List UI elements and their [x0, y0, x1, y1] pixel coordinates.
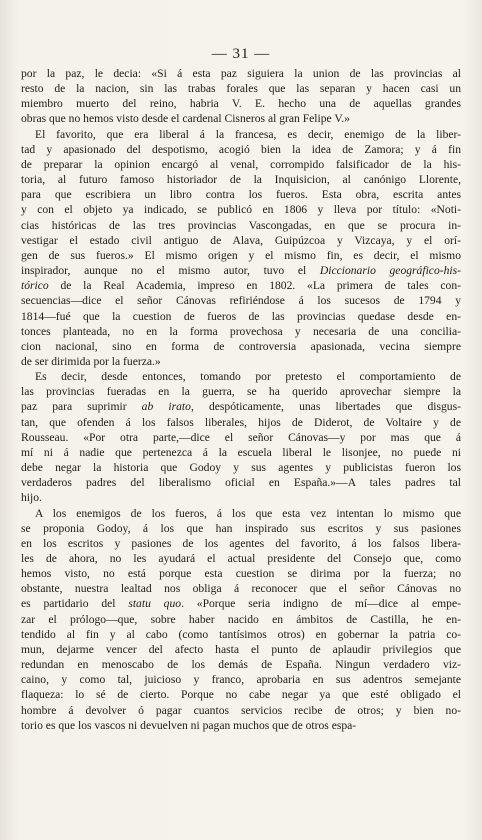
paragraph — [21, 127, 461, 370]
text-line: hombre á devolver ó pagar cuantos servicios recibe de otros; y bien no- — [21, 703, 461, 717]
text-line: miembro muerto del reino, habria V. E. hecho una de aquellas grandes — [21, 97, 461, 111]
text-line: verdaderos padres del liberalismo oficial en España.»—A tales padres tal — [21, 476, 461, 490]
text-line: redundan en menoscabo de los demás de España. Ningun verdadero viz- — [21, 658, 461, 672]
text-line: hijo. — [21, 491, 42, 505]
text-line: torio es que los vascos ni devuelven ni pagan muchos que de otros espa- — [21, 718, 357, 732]
text-line: obras que no hemos visto desde el cardenal Cisneros al gran Felipe V.» — [21, 112, 350, 126]
body-text — [21, 66, 461, 733]
text-line: caino, y como tal, juicioso y franco, aprobaria en sus adentros semejante — [21, 673, 461, 687]
text-line: les de ahora, no les ayudará el actual presidente del Consejo que, como — [21, 552, 461, 565]
text-line: 1814—fué que la cuestion de fueros de las provincias quedase desde en- — [21, 309, 461, 323]
text-line: cias históricas de las tres provincias Vascongadas, en que se procura in- — [21, 218, 461, 232]
text-line: zar el prólogo—que, sobre haber nacido en ámbitos de Castilla, he en- — [21, 612, 461, 626]
text-line: tan, que ofenden á los falsos liberales, hijos de Diderot, de Voltaire y de — [21, 415, 461, 429]
text-line: tendido al fin y al cabo (como tantísimos otros) en gobernar la patria co- — [21, 627, 461, 641]
paragraph — [21, 66, 461, 127]
text-line: y con el objeto ya indicado, se publicó en 1806 y lleva por título: «Noti- — [21, 203, 461, 217]
text-line: las provincias fueradas en la guerra, se ha querido aprovechar siempre la — [21, 385, 461, 399]
text-line: flaqueza: lo sé de cierto. Porque no cabe negar ya que esté obligado el — [21, 688, 461, 702]
text-line: Rousseau. «Por otra parte,—dice el señor Cánovas—y por mas que á — [21, 430, 461, 444]
text-line: secuencias—dice el señor Cánovas refiriéndose á los sucesos de 1794 y — [21, 294, 461, 308]
text-line: es partidario del statu quo. «Porque seria indigno de mí—dice al empe- — [21, 597, 461, 611]
text-line: Es decir, desde entonces, tomando por pretesto el comportamiento de — [35, 370, 461, 384]
paragraph — [21, 506, 461, 733]
text-line: para que escribiera un libro contra los fueros. Esta obra, escrita antes — [21, 188, 461, 202]
text-line: A los enemigos de los fueros, á los que esta vez intentan lo mismo que — [35, 506, 461, 520]
text-line: El favorito, que era liberal á la francesa, es decir, enemigo de la liber- — [35, 127, 461, 141]
text-line: por la paz, le decia: «Si á esta paz siguiera la union de las provincias al — [21, 67, 461, 80]
text-line: hemos visto, no está porque esta cuestion se dirima por la fuerza; no — [21, 567, 461, 581]
text-line: mí ni á nadie que pertenezca á la escuela liberal le lisonjee, no puede ni — [21, 445, 461, 459]
text-line: tonces planteada, no en la forma provechosa y necesaria de una concilia- — [21, 324, 461, 338]
text-line: paz para suprimir ab irato, despóticamente, unas libertades que disgus- — [21, 400, 461, 414]
text-line: tórico de la Real Academia, impreso en 1802. «La primera de tales con- — [21, 279, 461, 293]
text-line: inspirador, aunque no el mismo autor, tuvo el Diccionario geográfico-his- — [21, 264, 461, 278]
text-line: gen de sus fueros.» El mismo origen y el mismo fin, es decir, el mismo — [21, 248, 461, 262]
text-line: cion nacional, sino en forma de controversia apasionada, vecina siempre — [21, 339, 461, 353]
page-number: — 31 — — [211, 46, 271, 62]
text-line: en los escritos y pasiones de los agentes del favorito, á los falsos libera- — [21, 536, 461, 550]
text-line: resto de la nacion, sin las trabas forales que las separan y hacen casi un — [21, 82, 461, 96]
text-line: obstante, nuestra lealtad nos obliga á reconocer que el señor Cánovas no — [21, 582, 461, 596]
paragraph — [21, 369, 461, 505]
text-line: vestigar el estado civil antiguo de Alava, Guipúzcoa y Vizcaya, y el orí- — [21, 233, 461, 247]
text-line: toria, al futuro famoso historiador de la Inquisicion, al canónigo Llorente, — [21, 173, 461, 187]
text-line: de preparar la opinion encargó al venal, corrompido falsificador de la his- — [21, 157, 461, 171]
text-line: debe negar la historia que Godoy y sus agentes y publicistas fueron los — [21, 461, 461, 475]
text-line: se proponia Godoy, á los que han inspirado sus escritos y sus pasiones — [21, 521, 461, 535]
text-line: tad y apasionado del despotismo, acogió bien la idea de Zamora; y á fin — [21, 142, 461, 156]
text-line: de ser dirimida por la fuerza.» — [21, 354, 161, 368]
text-line: mun, dejarme vencer del afecto hasta el punto de aplaudir privilegios que — [21, 642, 461, 656]
